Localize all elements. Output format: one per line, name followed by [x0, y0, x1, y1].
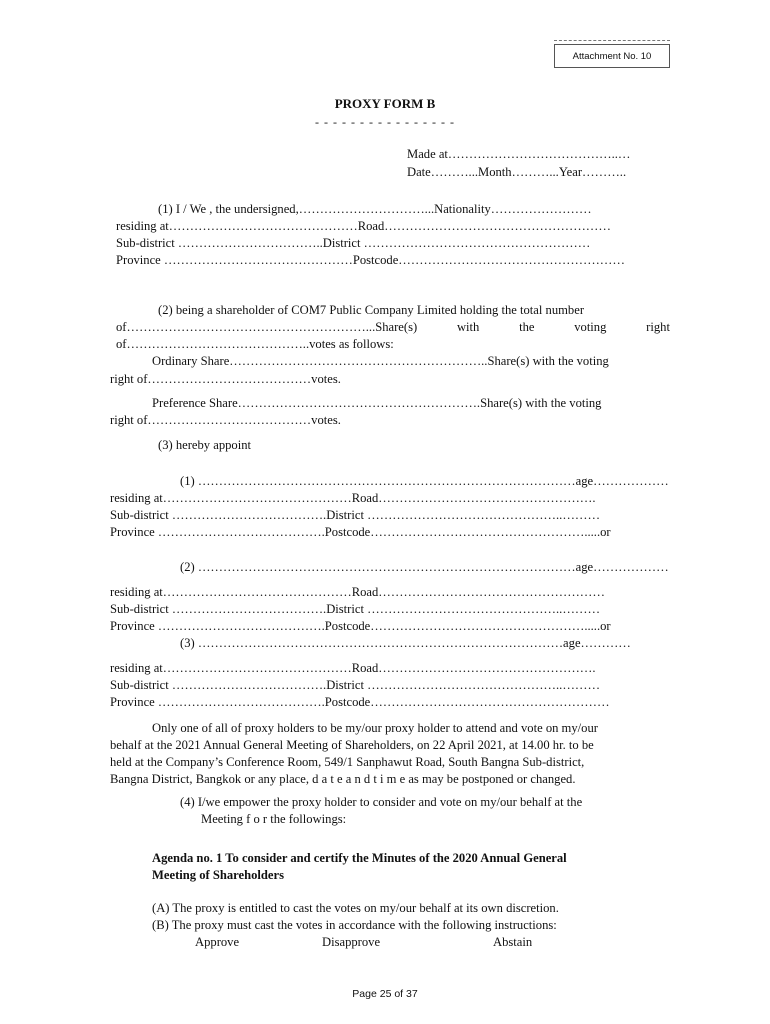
section2-line2 [116, 319, 670, 335]
attachment-label [554, 44, 670, 68]
ordinary-share-line: Ordinary Share……………………………………………………..Share(s) with the voting [152, 354, 609, 368]
section2-of-shares: of…………………………………………………...Share(s) [116, 320, 418, 334]
option-b[interactable] [152, 917, 557, 933]
option-a[interactable] [152, 900, 559, 916]
section2-voting: voting [574, 320, 607, 334]
proxy1-name-line: (1) ………………………………………………………………………………age……………… [180, 474, 669, 488]
proxy2-province: Province ………………………………….Postcode…………………………………………….....or [110, 619, 611, 633]
proxy3-subdistrict: Sub-district ……………………………….District ………………………………………..……… [110, 678, 601, 692]
section3-heading: (3) hereby appoint [158, 438, 252, 452]
section1-province: Province ………………………………………Postcode……………………………………………… [116, 253, 625, 267]
ordinary-share-votes: right of…………………………………votes. [110, 372, 341, 386]
date-line: Date………...Month………...Year……….. [407, 165, 627, 179]
section2-line1: (2) being a shareholder of COM7 Public Company Limited holding the total number [158, 303, 585, 317]
proxy1-province: Province ………………………………….Postcode…………………………………………….....or [110, 525, 611, 539]
proxy2-name-line: (2) ………………………………………………………………………………age……………… [180, 560, 669, 574]
appointment-para-line4: Bangna District, Bangkok or any place, d a t e a n d t i m e as may be postponed or changed. [110, 772, 576, 786]
page-number: Page 25 of 37 [352, 988, 418, 1000]
attachment-text: Attachment No. 10 [572, 50, 652, 62]
section1-residing: residing at………………………………………Road……………………………………………… [116, 219, 611, 233]
vote-approve[interactable] [195, 934, 239, 950]
proxy2-residing: residing at………………………………………Road……………………………………………… [110, 585, 605, 599]
appointment-para-line1: Only one of all of proxy holders to be my/our proxy holder to attend and vote on my/our [152, 721, 598, 735]
agenda-title: Agenda no. 1 To consider and certify the Minutes of the 2020 Annual General [152, 851, 567, 865]
page-title: PROXY FORM B [334, 96, 436, 111]
made-at-line: Made at…………………………………..… [407, 147, 631, 161]
option-b-text: (B) The proxy must cast the votes in accordance with the following instructions: [152, 918, 557, 932]
preference-share-line: Preference Share………………………………………………….Share(s) with the voting [152, 396, 602, 410]
disapprove-label: Disapprove [322, 935, 381, 949]
title-underline: - - - - - - - - - - - - - - - - [315, 115, 455, 129]
section1-line1: (1) I / We , the undersigned,…………………………...Nationality…………………… [158, 202, 592, 216]
section1-subdistrict: Sub-district ……………………………..District ……………………………………………… [116, 236, 591, 250]
proxy1-residing: residing at………………………………………Road……………………………………………. [110, 491, 596, 505]
approve-label: Approve [195, 935, 240, 949]
proxy3-name-line: (3) ……………………………………………………………………………age………… [180, 636, 631, 650]
appointment-para-line2: behalf at the 2021 Annual General Meeting of Shareholders, on 22 April 2021, at 14.00 hr. to be [110, 738, 594, 752]
section2-the: the [519, 320, 535, 334]
proxy2-subdistrict: Sub-district ……………………………….District ………………………………………..……… [110, 602, 601, 616]
proxy3-residing: residing at………………………………………Road……………………………………………. [110, 661, 596, 675]
option-a-text: (A) The proxy is entitled to cast the votes on my/our behalf at its own discretion. [152, 901, 559, 915]
section2-with: with [456, 320, 480, 334]
preference-share-votes: right of…………………………………votes. [110, 413, 341, 427]
agenda-line1 [152, 850, 567, 866]
vote-disapprove[interactable] [322, 934, 380, 950]
section2-right: right [646, 320, 670, 334]
proxy3-province: Province ………………………………….Postcode………………………………………………… [110, 695, 610, 709]
section2-votes: of……………………………………..votes as follows: [116, 337, 394, 351]
section4-line1: (4) I/we empower the proxy holder to consider and vote on my/our behalf at the [180, 795, 583, 809]
proxy1-subdistrict: Sub-district ……………………………….District ………………………………………..……… [110, 508, 601, 522]
vote-abstain[interactable] [493, 934, 532, 950]
agenda-line2: Meeting of Shareholders [152, 868, 284, 882]
section4-line2: Meeting f o r the followings: [201, 812, 347, 826]
appointment-para-line3: held at the Company’s Conference Room, 549/1 Sanphawut Road, South Bangna Sub-district, [110, 755, 585, 769]
abstain-label: Abstain [493, 935, 533, 949]
